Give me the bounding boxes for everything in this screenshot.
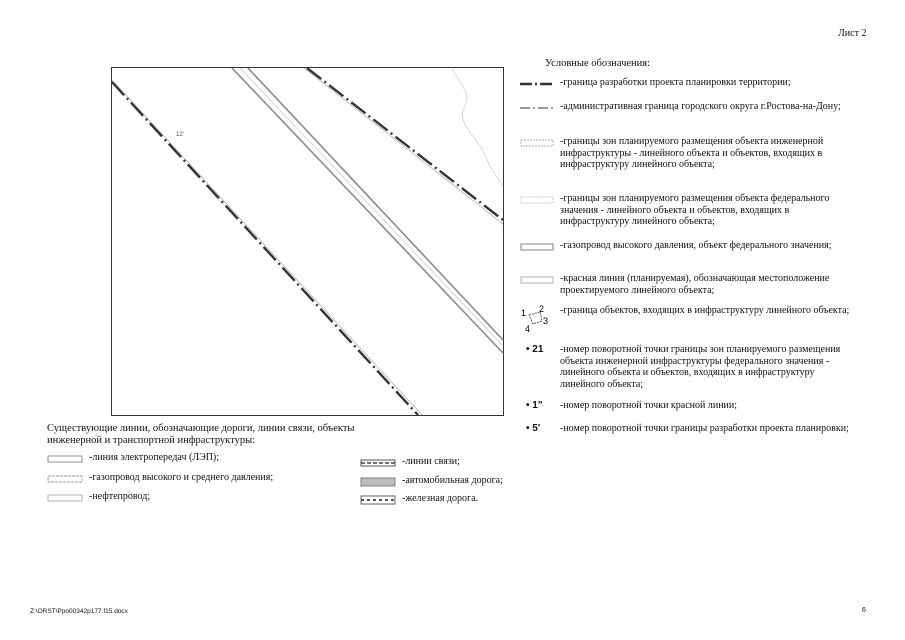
planning-boundary-lower [112,82,418,415]
oil-pipeline-symbol [47,491,83,505]
engineering-zone-symbol [520,136,554,150]
zone-point-symbol: • 21 [526,344,544,355]
gas-pipeline-symbol [520,240,554,254]
power-line-symbol [47,452,83,466]
legend-item-zone-point-number: • 21 -номер поворотной точки границы зон планируемого размещения объекта инженерной инфраструктуры федерального значения - линейного объекта и объектов, входящих в инфраструктуру линейного объекта; [526,344,841,390]
red-line-symbol [520,273,554,287]
legend-item-planning-point-number: • 5' -номер поворотной точки границы разработки проекта планировки; [526,423,849,434]
legend-item-oil-pipeline: -нефтепровод; [47,491,307,505]
communication-line-symbol [360,456,396,470]
planning-point-symbol: • 5' [526,423,541,434]
road-symbol [360,475,396,489]
footer-file-path: Z:\ORST\Ppo00342p177.f15.docx [30,608,128,615]
red-line-point-symbol: • 1" [526,400,543,411]
legend-item-road: -автомобильная дорога; [360,475,580,489]
map-drawing [112,68,503,415]
svg-text:2: 2 [539,304,545,314]
admin-boundary-symbol [520,101,554,115]
svg-text:3: 3 [543,316,549,326]
legend-title: Условные обозначения: [545,58,651,69]
sheet-label: Лист 2 [838,28,867,39]
legend-item-planning-boundary: -граница разработки проекта планировки территории; [520,77,850,91]
federal-zone-symbol [520,193,554,207]
gas-pipeline-existing-symbol [47,472,83,486]
legend-item-admin-boundary: -административная граница городского округа г.Ростова-на-Дону; [520,101,850,127]
terrain-contour [452,68,503,186]
legend-item-power-line: -линия электропередач (ЛЭП); [47,452,307,466]
legend-item-railway: -железная дорога. [360,493,580,507]
legend-item-red-line: -красная линия (планируемая), обозначающая местоположение проектируемого линейного объекта; [520,273,850,297]
map-frame [111,67,504,416]
red-line [248,68,503,340]
infrastructure-boundary-symbol [520,304,554,334]
legend-item-federal-zone: -границы зон планируемого размещения объекта федерального значения - линейного объекта и объектов, входящих в инфраструктуру линейного объекта; [520,193,850,229]
map-point-label: 12' [176,132,184,138]
railway-symbol [360,493,396,507]
legend-item-engineering-zone: -границы зон планируемого размещения объекта инженерной инфраструктуры - линейного объекта и объектов, входящих в инфраструктуру линейного объекта; [520,136,850,184]
planning-boundary-symbol [520,77,554,91]
legend-item-gas-pipeline: -газопровод высокого давления, объект федерального значения; [520,240,850,264]
legend-item-red-line-point-number: • 1" -номер поворотной точки красной линии; [526,400,738,411]
legend-item-communication-line: -линии связи; [360,456,580,470]
zone-line [112,80,422,415]
legend-item-infrastructure-boundary: 1 2 3 4 -граница объектов, входящих в инфраструктуру линейного объекта; [521,304,850,334]
footer-page-number: 6 [862,607,866,614]
legend-item-gas-pipeline-existing: -газопровод высокого и среднего давления; [47,472,327,486]
svg-text:1: 1 [521,308,527,318]
zone-line [304,68,503,224]
existing-lines-title: Существующие линии, обозначающие дороги, линии связи, объекты инженерной и транспортной инфраструктуры: [47,423,355,446]
gas-pipeline-line [232,68,503,353]
planning-boundary-upper [307,68,503,220]
svg-text:4: 4 [525,324,531,334]
